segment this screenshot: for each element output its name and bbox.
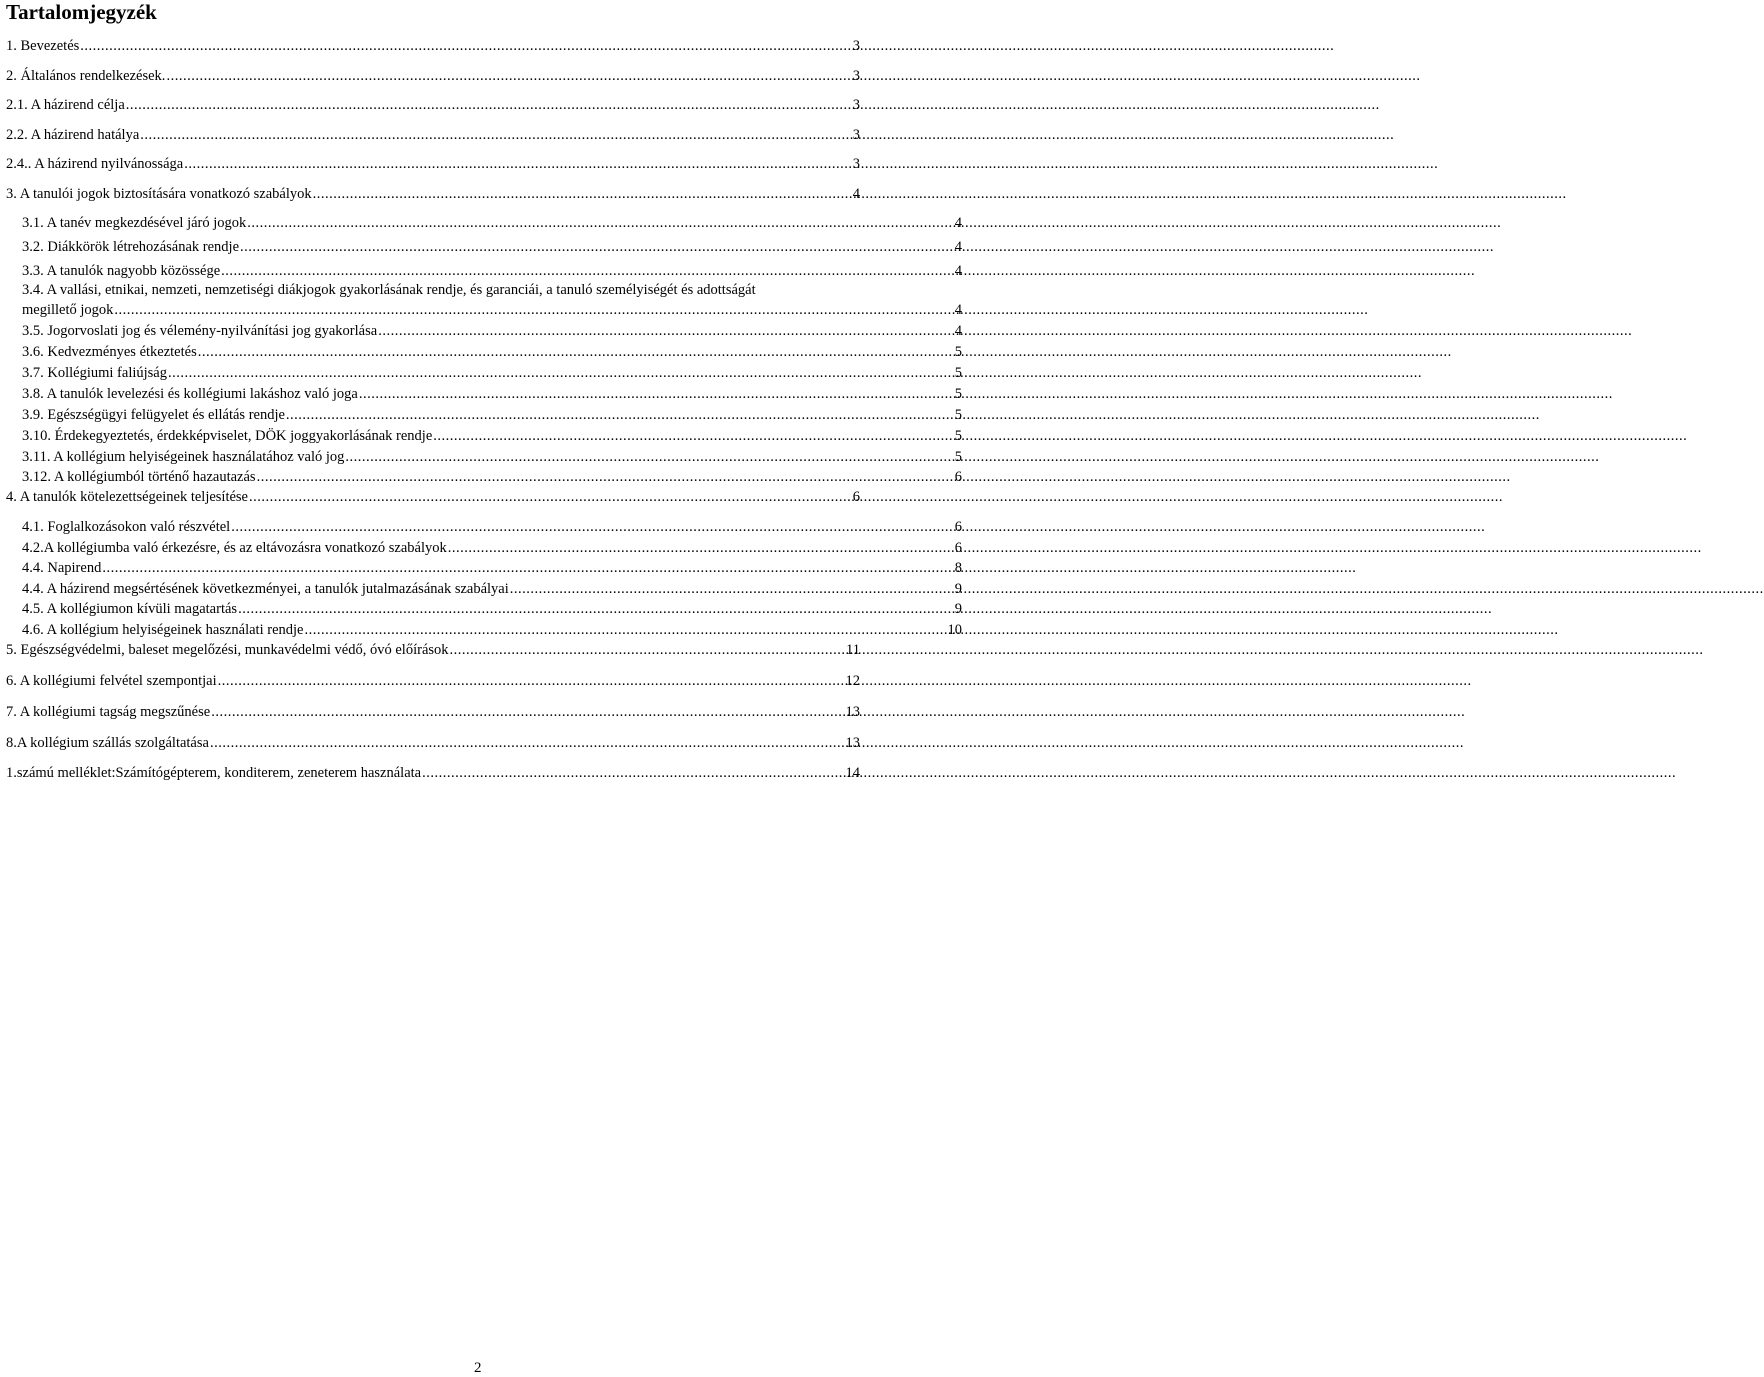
toc-entry[interactable] [6, 763, 860, 783]
toc-entry-text: 3.11. A kollégium helyiségeinek használatához való jog [22, 449, 345, 465]
toc-entry[interactable] [6, 184, 860, 204]
toc-entry-text: 2.4.. A házirend nyilvánossága [6, 156, 184, 172]
toc-leader-dots [257, 467, 954, 487]
toc-entry[interactable] [6, 66, 860, 86]
toc-entry-text: 4.1. Foglalkozásokon való részvétel [22, 519, 231, 535]
toc-entry-page: 6 [954, 469, 962, 485]
toc-entry[interactable] [6, 487, 860, 507]
toc-entry[interactable] [6, 733, 860, 753]
toc-entry-text: 4.4. Napirend [22, 560, 102, 576]
toc-leader-dots [378, 321, 954, 341]
toc-entry-text: 2.1. A házirend célja [6, 97, 125, 113]
toc-entry[interactable] [22, 620, 962, 640]
toc-entry[interactable] [6, 125, 860, 145]
toc-entry-text: 3.10. Érdekegyeztetés, érdekképviselet, DÖK joggyakorlásának rendje [22, 428, 433, 444]
toc-entry[interactable] [22, 237, 962, 257]
toc-leader-dots [345, 447, 953, 467]
toc-entry-page: 11 [846, 642, 860, 658]
toc-entry-text: 7. A kollégiumi tagság megszűnése [6, 704, 211, 720]
toc-entry-page: 4 [954, 239, 962, 255]
toc-entry-text: 3.1. A tanév megkezdésével járó jogok [22, 215, 247, 231]
toc-entry-text: 4.4. A házirend megsértésének következményei, a tanulók jutalmazásának szabályai [22, 581, 509, 597]
toc-leader-dots [238, 599, 954, 619]
toc-entry[interactable] [22, 517, 962, 537]
toc-entry-page: 6 [954, 540, 962, 556]
toc-leader-dots [166, 66, 851, 86]
toc-entry-page: 9 [954, 601, 962, 617]
toc-entry-text: 3. A tanulói jogok biztosítására vonatkozó szabályok [6, 186, 312, 202]
toc-entry-text: 6. A kollégiumi felvétel szempontjai [6, 673, 217, 689]
toc-entry-text: 4. A tanulók kötelezettségeinek teljesítése [6, 489, 248, 505]
toc-entry[interactable] [22, 405, 962, 425]
toc-entry[interactable] [22, 300, 962, 320]
toc-entry-text: 2.2. A házirend hatálya [6, 127, 140, 143]
toc-entry[interactable] [22, 363, 962, 383]
toc-entry-page: 3 [852, 97, 860, 113]
toc-entry[interactable] [22, 213, 962, 233]
toc-entry-page: 4 [954, 302, 962, 318]
toc-entry-page: 3 [852, 127, 860, 143]
toc-leader-dots [168, 363, 954, 383]
toc-entry-page: 5 [954, 386, 962, 402]
toc-entry-text: 3.5. Jogorvoslati jog és vélemény-nyilvánítási jog gyakorlása [22, 323, 378, 339]
toc-entry-text: 4.2.A kollégiumba való érkezésre, és az eltávozásra vonatkozó szabályok [22, 540, 447, 556]
page-number: 2 [474, 1360, 482, 1376]
toc-entry-text: 3.7. Kollégiumi faliújság [22, 365, 167, 381]
toc-leader-dots [221, 261, 954, 281]
toc-entry-text: 3.8. A tanulók levelezési és kollégiumi lakáshoz való joga [22, 386, 358, 402]
toc-entry-text: 8.A kollégium szállás szolgáltatása [6, 735, 209, 751]
toc-entry-page: 14 [845, 765, 860, 781]
toc-entry[interactable] [6, 702, 860, 722]
toc-entry[interactable] [22, 384, 962, 404]
toc-entry-text: megillető jogok [22, 302, 114, 318]
toc-entry-text: 4.5. A kollégiumon kívüli magatartás [22, 601, 238, 617]
toc-leader-dots [304, 620, 946, 640]
toc-leader-dots [184, 154, 852, 174]
toc-entry-page: 9 [954, 581, 962, 597]
toc-entry[interactable] [22, 261, 962, 281]
toc-leader-dots [140, 125, 851, 145]
toc-entry-page: 5 [954, 344, 962, 360]
toc-leader-dots [80, 36, 851, 56]
toc-entry-page: 6 [954, 519, 962, 535]
toc-entry-page: 13 [845, 735, 860, 751]
toc-entry-page: 4 [954, 263, 962, 279]
toc-entry-page: 13 [845, 704, 860, 720]
toc-entry[interactable] [6, 640, 860, 660]
toc-leader-dots [210, 733, 845, 753]
toc-entry-page: 12 [845, 673, 860, 689]
toc-entry-page: 4 [954, 215, 962, 231]
toc-entry[interactable] [22, 426, 962, 446]
toc-leader-dots [211, 702, 844, 722]
toc-entry-text: 3.6. Kedvezményes étkeztetés [22, 344, 197, 360]
toc-entry-page: 4 [954, 323, 962, 339]
toc-leader-dots [249, 487, 852, 507]
toc-leader-dots [114, 300, 953, 320]
toc-leader-dots [240, 237, 954, 257]
toc-entry[interactable] [6, 154, 860, 174]
toc-entry-text: 5. Egészségvédelmi, baleset megelőzési, munkavédelmi védő, óvó előírások [6, 642, 449, 658]
toc-leader-dots [247, 213, 953, 233]
toc-entry-wrapped-first-line[interactable]: 3.4. A vallási, etnikai, nemzeti, nemzetiségi diákjogok gyakorlásának rendje, és garanciái, a tanuló személyiségét és adottságát [22, 282, 756, 298]
toc-entry[interactable] [22, 447, 962, 467]
toc-entry[interactable] [6, 95, 860, 115]
toc-entry[interactable] [22, 579, 962, 599]
toc-entry-text: 3.12. A kollégiumból történő hazautazás [22, 469, 256, 485]
toc-leader-dots [286, 405, 954, 425]
toc-entry[interactable] [6, 671, 860, 691]
toc-leader-dots [198, 342, 954, 362]
toc-entry-text: 1. Bevezetés [6, 38, 80, 54]
toc-entry-page: 5 [954, 449, 962, 465]
toc-entry-page: 5 [954, 365, 962, 381]
toc-leader-dots [231, 517, 954, 537]
toc-entry-text: 3.3. A tanulók nagyobb közössége [22, 263, 221, 279]
toc-entry[interactable] [6, 36, 860, 56]
page-title: Tartalomjegyzék [6, 0, 157, 24]
toc-entry-text: 3.9. Egészségügyi felügyelet és ellátás rendje [22, 407, 285, 423]
toc-leader-dots [218, 671, 845, 691]
toc-entry-page: 5 [954, 428, 962, 444]
toc-entry-page: 3 [852, 68, 860, 84]
toc-entry-page: 10 [947, 622, 962, 638]
toc-entry-text: 4.6. A kollégium helyiségeinek használati rendje [22, 622, 304, 638]
toc-entry[interactable] [22, 342, 962, 362]
toc-entry-page: 3 [852, 38, 860, 54]
toc-entry-text: 1.számú melléklet:Számítógépterem, konditerem, zeneterem használata [6, 765, 422, 781]
toc-leader-dots [433, 426, 953, 446]
toc-leader-dots [422, 763, 844, 783]
toc-entry-page: 5 [954, 407, 962, 423]
toc-entry-text: 3.2. Diákkörök létrehozásának rendje [22, 239, 240, 255]
toc-leader-dots [126, 95, 852, 115]
toc-entry-page: 8 [954, 560, 962, 576]
toc-entry[interactable] [22, 467, 962, 487]
toc-entry[interactable] [22, 599, 962, 619]
toc-leader-dots [313, 184, 852, 204]
toc-entry-page: 3 [852, 156, 860, 172]
toc-leader-dots [359, 384, 954, 404]
toc-entry[interactable] [22, 321, 962, 341]
toc-entry[interactable] [22, 538, 962, 558]
toc-leader-dots [102, 558, 953, 578]
toc-leader-dots [510, 579, 954, 599]
toc-entry-text: 2. Általános rendelkezések. [6, 68, 166, 84]
toc-entry-page: 4 [852, 186, 860, 202]
toc-leader-dots [448, 538, 954, 558]
toc-leader-dots [450, 640, 846, 660]
toc-entry-page: 6 [852, 489, 860, 505]
toc-entry[interactable] [22, 558, 962, 578]
